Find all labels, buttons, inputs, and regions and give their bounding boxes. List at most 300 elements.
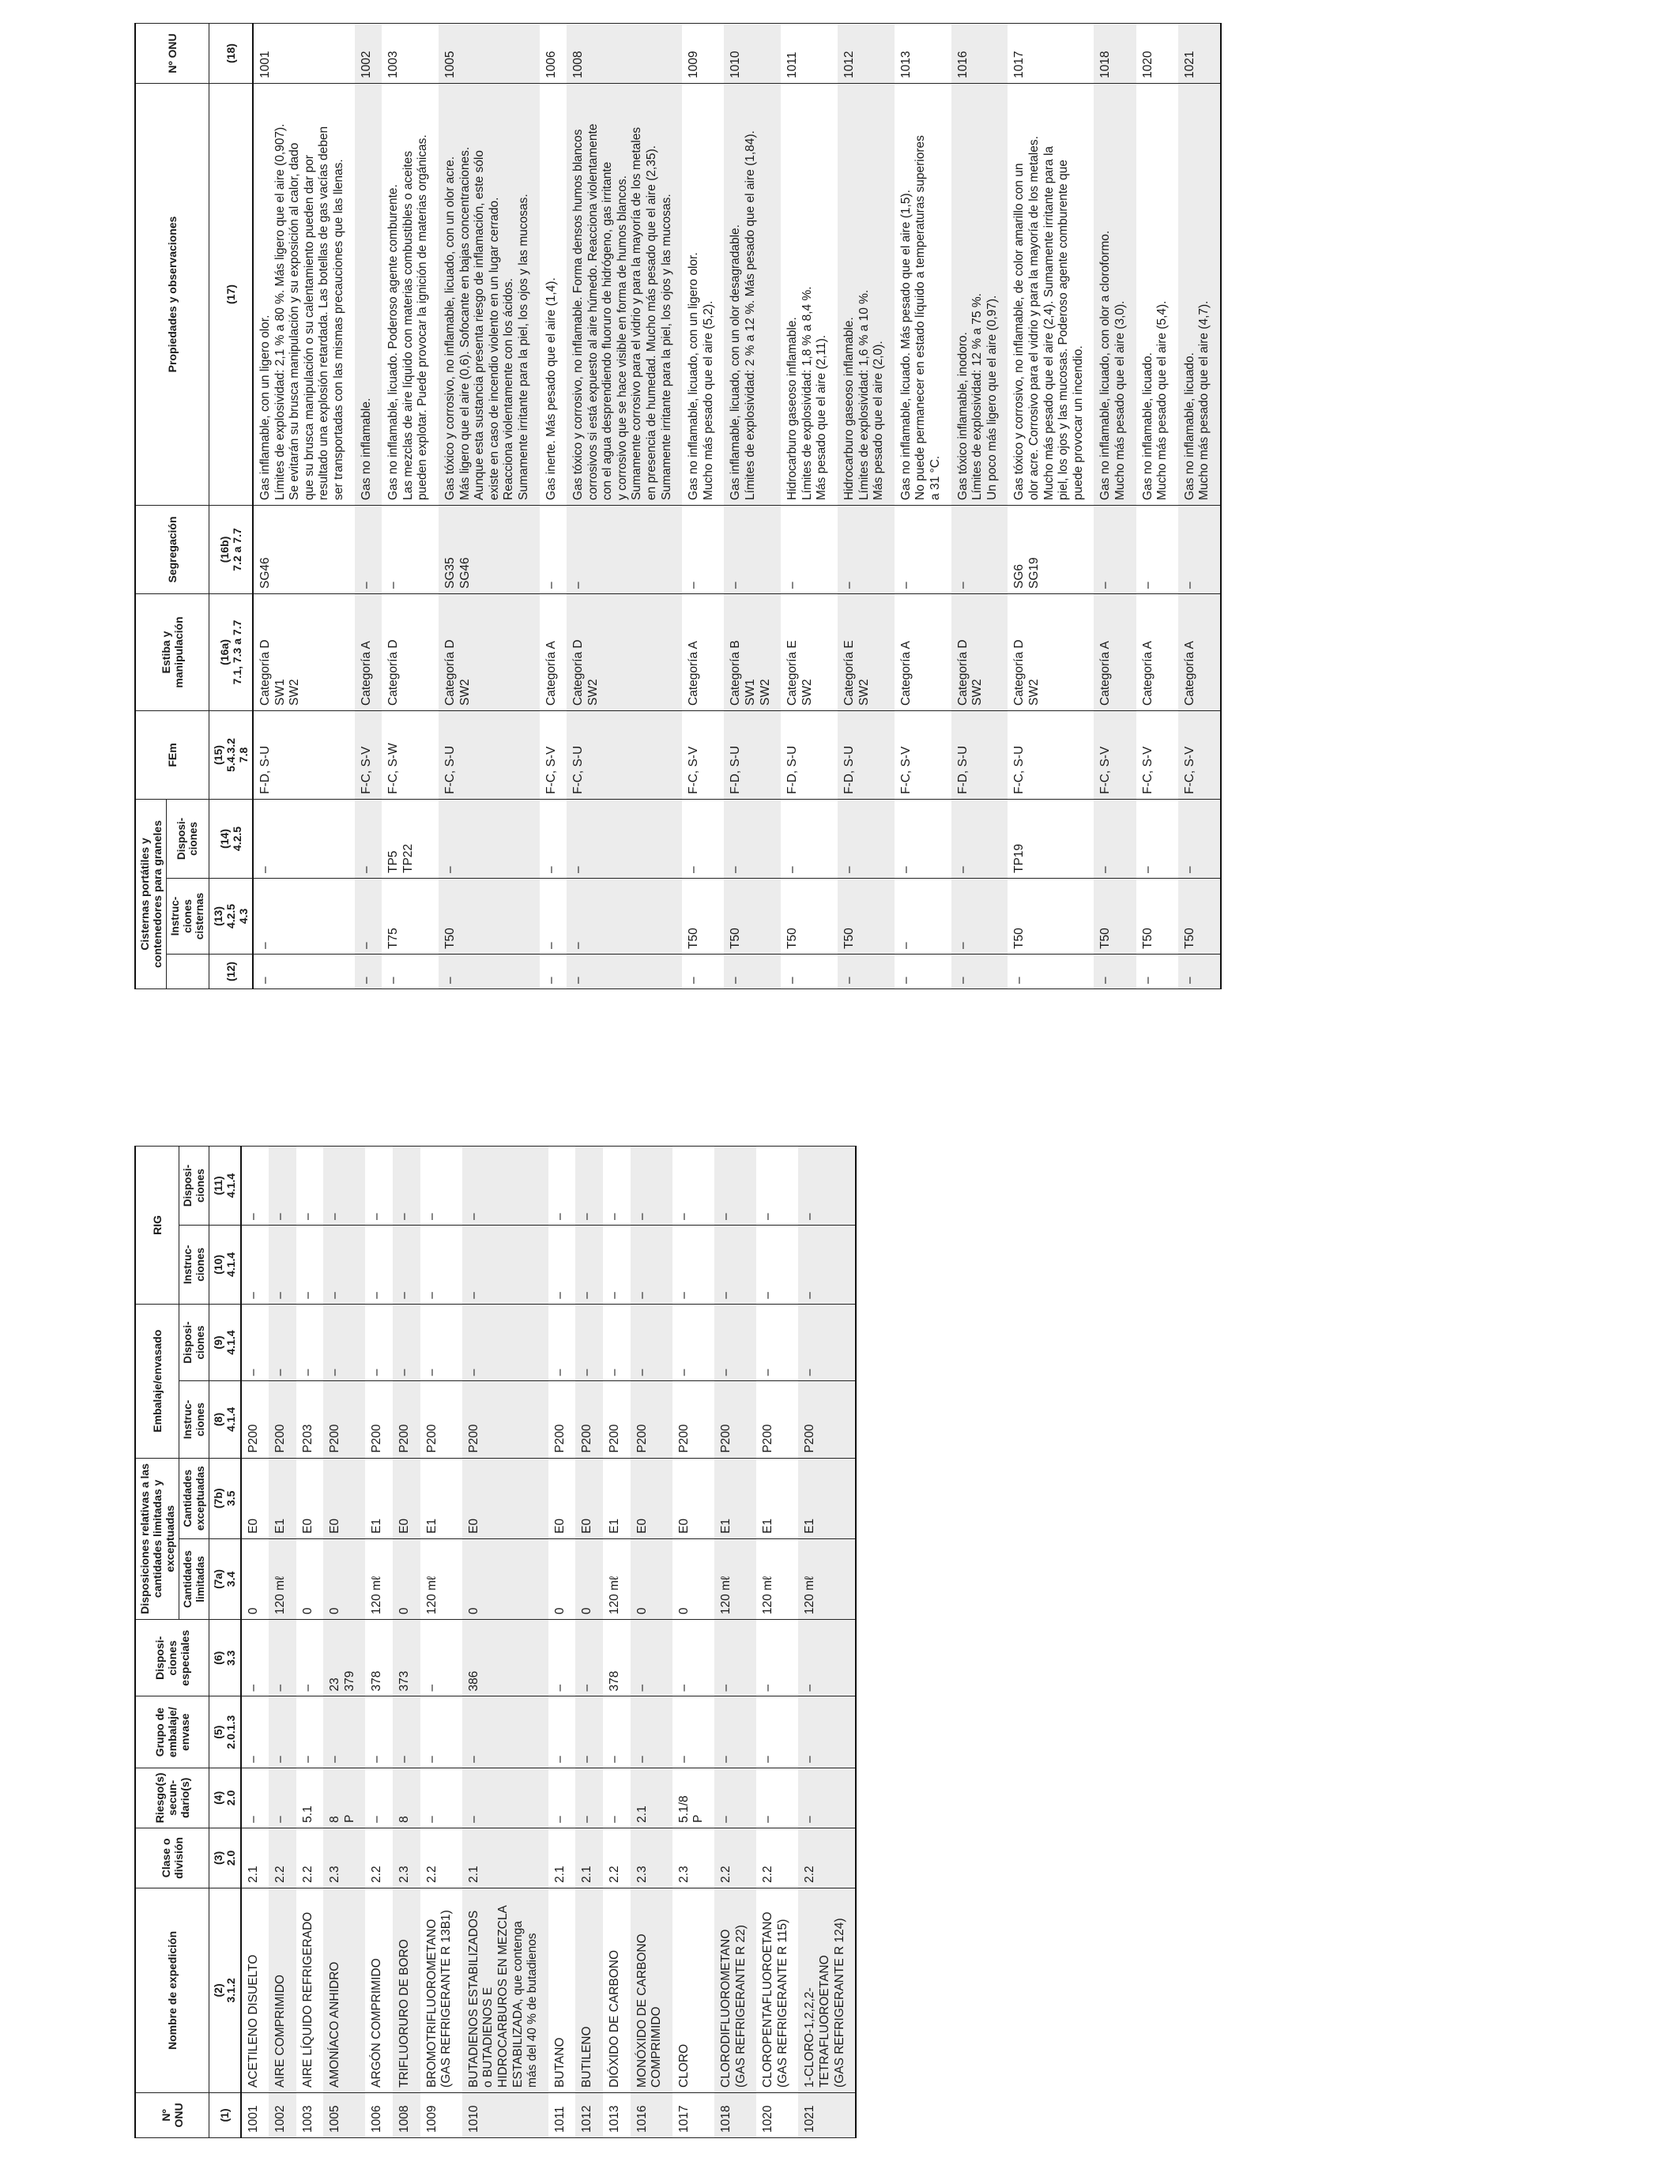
packing-group-cell: – xyxy=(323,1696,365,1768)
subsidiary-risk-cell: – xyxy=(548,1768,576,1828)
packing-group-cell: – xyxy=(798,1696,856,1768)
properties-cell: Gas no inflamable, licuado. Mucho más pesado que el aire (4,7). xyxy=(1178,83,1221,505)
column-number-17: (17) xyxy=(209,83,253,505)
packing-instruction-cell: P200 xyxy=(672,1381,714,1458)
packing-provision-cell: – xyxy=(575,1304,603,1380)
tank-provision-cell: – xyxy=(1094,799,1136,878)
shipping-name-cell: BROMOTRIFLUOROMETANO (GAS REFRIGERANTE R 13B1) xyxy=(420,1888,462,2092)
un-number-right-cell: 1020 xyxy=(1136,23,1178,83)
col12-cell: – xyxy=(567,955,682,989)
packing-group-cell: – xyxy=(603,1696,631,1768)
un-number-right-cell: 1002 xyxy=(355,23,382,83)
header-ems: FEm xyxy=(135,710,209,799)
subsidiary-risk-cell: – xyxy=(756,1768,798,1828)
packing-instruction-cell: P200 xyxy=(420,1381,462,1458)
tank-provision-cell: – xyxy=(682,799,724,878)
subsidiary-risk-cell: – xyxy=(241,1768,269,1828)
table-row xyxy=(323,1147,365,2138)
stowage-cell: Categoría D SW1 SW2 xyxy=(253,593,355,710)
class-cell: 2.2 xyxy=(798,1828,856,1888)
col12-cell: – xyxy=(1136,955,1178,989)
properties-cell: Gas tóxico y corrosivo, no inflamable. Forma densos humos blancos corrosivos si está expuesto al aire húmedo. Reacciona violentamente con el agua desprendiendo fluoruro de hidrógeno, gas irritante y corrosivo que se hace visible en forma de humos blancos. Sumamente corrosivo para el vidrio y para la mayoría de los metales en presencia de humedad. Mucho más pesado que el aire (2,35). Sumamente irritante para la piel, los ojos y las mucosas. xyxy=(567,83,682,505)
ibc-instruction-cell: – xyxy=(241,1225,269,1304)
header-limited-excepted-group: Disposiciones relativas a las cantidades limitadas y exceptuadas xyxy=(135,1458,179,1619)
ibc-instruction-cell: – xyxy=(393,1225,420,1304)
column-number-3: (3) 2.0 xyxy=(209,1828,241,1888)
ibc-provision-cell: – xyxy=(603,1147,631,1226)
packing-group-cell: – xyxy=(631,1696,672,1768)
table-row xyxy=(756,1147,798,2138)
stowage-cell: Categoría A xyxy=(895,593,951,710)
col12-cell: – xyxy=(724,955,781,989)
tank-instruction-cell: T50 xyxy=(439,879,540,955)
table-row xyxy=(365,1147,393,2138)
col12-cell: – xyxy=(1178,955,1221,989)
tank-provision-cell: – xyxy=(355,799,382,878)
subsidiary-risk-cell: – xyxy=(603,1768,631,1828)
table-body-part1 xyxy=(241,1147,857,2138)
segregation-cell: SG46 xyxy=(253,505,355,593)
column-number-6: (6) 3.3 xyxy=(209,1620,241,1696)
special-provisions-cell: – xyxy=(714,1620,756,1696)
un-number-cell: 1021 xyxy=(798,2092,856,2137)
table-row xyxy=(355,23,382,988)
ibc-instruction-cell: – xyxy=(269,1225,296,1304)
segregation-cell: – xyxy=(1094,505,1136,593)
ibc-provision-cell: – xyxy=(462,1147,548,1226)
tank-instruction-cell: T50 xyxy=(838,879,895,955)
shipping-name-cell: ACETILENO DISUELTO xyxy=(241,1888,269,2092)
ems-cell: F-C, S-V xyxy=(1136,710,1178,799)
header-tank-provisions: Disposi-ciones xyxy=(167,799,209,878)
limited-quantity-cell: 120 mℓ xyxy=(269,1538,296,1619)
class-cell: 2.3 xyxy=(393,1828,420,1888)
tank-instruction-cell: T50 xyxy=(724,879,781,955)
header-shipping-name: Nombre de expedición xyxy=(135,1888,209,2092)
header-properties: Propiedades y observaciones xyxy=(135,83,209,505)
packing-provision-cell: – xyxy=(548,1304,576,1380)
header-packing-group: Grupo de embalaje/ envase xyxy=(135,1696,209,1768)
table-row xyxy=(631,1147,672,2138)
properties-cell: Gas no inflamable, licuado, con olor a cloroformo. Mucho más pesado que el aire (3,0). xyxy=(1094,83,1136,505)
packing-group-cell: – xyxy=(393,1696,420,1768)
packing-provision-cell: – xyxy=(462,1304,548,1380)
class-cell: 2.1 xyxy=(575,1828,603,1888)
tank-provision-cell: TP19 xyxy=(1008,799,1094,878)
packing-provision-cell: – xyxy=(241,1304,269,1380)
ibc-instruction-cell: – xyxy=(548,1225,576,1304)
segregation-cell: – xyxy=(355,505,382,593)
ibc-instruction-cell: – xyxy=(631,1225,672,1304)
segregation-cell: – xyxy=(951,505,1008,593)
un-number-right-cell: 1010 xyxy=(724,23,781,83)
limited-quantity-cell: 0 xyxy=(631,1538,672,1619)
ibc-instruction-cell: – xyxy=(672,1225,714,1304)
column-number-row xyxy=(209,1147,241,2138)
stowage-cell: Categoría A xyxy=(1094,593,1136,710)
excepted-quantity-cell: E0 xyxy=(575,1458,603,1538)
packing-provision-cell: – xyxy=(269,1304,296,1380)
col12-cell: – xyxy=(895,955,951,989)
column-number-4: (4) 2.0 xyxy=(209,1768,241,1828)
packing-provision-cell: – xyxy=(323,1304,365,1380)
special-provisions-cell: 386 xyxy=(462,1620,548,1696)
table-row xyxy=(241,1147,269,2138)
column-number-16a: (16a) 7.1, 7.3 a 7.7 xyxy=(209,593,253,710)
ems-cell: F-C, S-V xyxy=(895,710,951,799)
un-number-cell: 1005 xyxy=(323,2092,365,2137)
properties-cell: Gas no inflamable, licuado. Más pesado que el aire (1,5). No puede permanecer en estado líquido a temperaturas superiores a 31 °C. xyxy=(895,83,951,505)
ibc-provision-cell: – xyxy=(756,1147,798,1226)
class-cell: 2.2 xyxy=(420,1828,462,1888)
column-number-1: (1) xyxy=(209,2092,241,2137)
class-cell: 2.3 xyxy=(672,1828,714,1888)
header-special-provisions: Disposi-ciones especiales xyxy=(135,1620,209,1696)
stowage-cell: Categoría D SW2 xyxy=(951,593,1008,710)
shipping-name-cell: 1-CLORO-1,2,2,2- TETRAFLUOROETANO (GAS REFRIGERANTE R 124) xyxy=(798,1888,856,2092)
class-cell: 2.2 xyxy=(714,1828,756,1888)
packing-instruction-cell: P200 xyxy=(603,1381,631,1458)
ibc-provision-cell: – xyxy=(393,1147,420,1226)
column-number-12: (12) xyxy=(209,955,253,989)
packing-instruction-cell: P200 xyxy=(269,1381,296,1458)
special-provisions-cell: – xyxy=(798,1620,856,1696)
stowage-cell: Categoría E SW2 xyxy=(781,593,838,710)
ems-cell: F-D, S-U xyxy=(951,710,1008,799)
class-cell: 2.2 xyxy=(269,1828,296,1888)
table-row xyxy=(393,1147,420,2138)
packing-group-cell: – xyxy=(462,1696,548,1768)
table-row xyxy=(1008,23,1094,988)
properties-cell: Gas no inflamable. xyxy=(355,83,382,505)
un-number-right-cell: 1003 xyxy=(382,23,439,83)
class-cell: 2.1 xyxy=(462,1828,548,1888)
ibc-provision-cell: – xyxy=(365,1147,393,1226)
segregation-cell: – xyxy=(540,505,567,593)
packing-instruction-cell: P200 xyxy=(323,1381,365,1458)
tank-provision-cell: – xyxy=(838,799,895,878)
un-number-right-cell: 1005 xyxy=(439,23,540,83)
shipping-name-cell: BUTADIENOS ESTABILIZADOS o BUTADIENOS E HIDROCARBUROS EN MEZCLA ESTABILIZADA, que contenga más del 40 % de butadienos xyxy=(462,1888,548,2092)
column-number-15: (15) 5.4.3.2 7.8 xyxy=(209,710,253,799)
limited-quantity-cell: 120 mℓ xyxy=(420,1538,462,1619)
col12-cell: – xyxy=(1094,955,1136,989)
ibc-instruction-cell: – xyxy=(323,1225,365,1304)
class-cell: 2.3 xyxy=(631,1828,672,1888)
segregation-cell: – xyxy=(682,505,724,593)
packing-provision-cell: – xyxy=(714,1304,756,1380)
un-number-cell: 1002 xyxy=(269,2092,296,2137)
segregation-cell: – xyxy=(724,505,781,593)
un-number-right-cell: 1011 xyxy=(781,23,838,83)
column-number-8: (8) 4.1.4 xyxy=(209,1381,241,1458)
stowage-cell: Categoría A xyxy=(1178,593,1221,710)
excepted-quantity-cell: E1 xyxy=(603,1458,631,1538)
properties-cell: Gas inflamable, con un ligero olor. Límites de explosividad: 2,1 % a 80 %. Más ligero que el aire (0,907). Se evitarán su brusca manipulación y su exposición al calor, dado que su brusca manipulación o su calentamiento pueden dar por resultado una explosión retardada. Las botellas de gas vacías deben ser transportadas con las mismas precauciones que las llenas. xyxy=(253,83,355,505)
ems-cell: F-D, S-U xyxy=(781,710,838,799)
class-cell: 2.2 xyxy=(756,1828,798,1888)
class-cell: 2.2 xyxy=(603,1828,631,1888)
header-tank-instructions: Instruc-ciones cisternas xyxy=(167,879,209,955)
properties-cell: Gas no inflamable, licuado. Mucho más pesado que el aire (5,4). xyxy=(1136,83,1178,505)
ibc-provision-cell: – xyxy=(672,1147,714,1226)
un-number-cell: 1011 xyxy=(548,2092,576,2137)
properties-cell: Gas tóxico y corrosivo, no inflamable, de color amarillo con un olor acre. Corrosivo para el vidrio y para la mayoría de los metales. Mucho más pesado que el aire (2,4). Sumamente irritante para la piel, los ojos y las mucosas. Poderoso agente comburente que puede provocar un incendio. xyxy=(1008,83,1094,505)
limited-quantity-cell: 0 xyxy=(393,1538,420,1619)
tank-instruction-cell: – xyxy=(253,879,355,955)
table-row xyxy=(439,23,540,988)
shipping-name-cell: BUTANO xyxy=(548,1888,576,2092)
tank-provision-cell: – xyxy=(540,799,567,878)
col12-cell: – xyxy=(951,955,1008,989)
properties-cell: Hidrocarburo gaseoso inflamable. Límites de explosividad: 1,6 % a 10 %. Más pesado que el aire (2,0). xyxy=(838,83,895,505)
segregation-cell: – xyxy=(781,505,838,593)
table-row xyxy=(714,1147,756,2138)
column-number-11: (11) 4.1.4 xyxy=(209,1147,241,1226)
dangerous-goods-table-part2 xyxy=(134,24,1399,989)
header-segregation: Segregación xyxy=(135,505,209,593)
packing-provision-cell: – xyxy=(296,1304,324,1380)
col12-cell: – xyxy=(439,955,540,989)
table-row xyxy=(253,23,355,988)
ibc-provision-cell: – xyxy=(575,1147,603,1226)
table-row xyxy=(838,23,895,988)
ibc-instruction-cell: – xyxy=(756,1225,798,1304)
tank-instruction-cell: – xyxy=(540,879,567,955)
excepted-quantity-cell: E1 xyxy=(756,1458,798,1538)
shipping-name-cell: MONÓXIDO DE CARBONO COMPRIMIDO xyxy=(631,1888,672,2092)
properties-cell: Gas tóxico inflamable, inodoro. Límites de explosividad: 12 % a 75 %. Un poco más ligero que el aire (0,97). xyxy=(951,83,1008,505)
un-number-right-cell: 1021 xyxy=(1178,23,1221,83)
table-row xyxy=(1136,23,1178,988)
table-row xyxy=(781,23,838,988)
subsidiary-risk-cell: 8 P xyxy=(323,1768,365,1828)
tank-instruction-cell: T50 xyxy=(1094,879,1136,955)
tank-instruction-cell: T75 xyxy=(382,879,439,955)
ems-cell: F-C, S-W xyxy=(382,710,439,799)
stowage-cell: Categoría A xyxy=(540,593,567,710)
segregation-cell: – xyxy=(382,505,439,593)
special-provisions-cell: 373 xyxy=(393,1620,420,1696)
column-number-7a: (7a) 3.4 xyxy=(209,1538,241,1619)
tank-provision-cell: – xyxy=(253,799,355,878)
segregation-cell: – xyxy=(838,505,895,593)
un-number-right-cell: 1009 xyxy=(682,23,724,83)
table-row xyxy=(672,1147,714,2138)
subsidiary-risk-cell: – xyxy=(714,1768,756,1828)
packing-instruction-cell: P200 xyxy=(575,1381,603,1458)
stowage-cell: Categoría D SW2 xyxy=(439,593,540,710)
excepted-quantity-cell: E1 xyxy=(798,1458,856,1538)
un-number-cell: 1010 xyxy=(462,2092,548,2137)
properties-cell: Gas inerte. Más pesado que el aire (1,4). xyxy=(540,83,567,505)
limited-quantity-cell: 120 mℓ xyxy=(714,1538,756,1619)
excepted-quantity-cell: E1 xyxy=(714,1458,756,1538)
ems-cell: F-C, S-V xyxy=(682,710,724,799)
un-number-right-cell: 1018 xyxy=(1094,23,1136,83)
tank-provision-cell: – xyxy=(781,799,838,878)
packing-group-cell: – xyxy=(548,1696,576,1768)
limited-quantity-cell: 0 xyxy=(548,1538,576,1619)
segregation-cell: – xyxy=(1136,505,1178,593)
un-number-right-cell: 1017 xyxy=(1008,23,1094,83)
packing-instruction-cell: P200 xyxy=(548,1381,576,1458)
ems-cell: F-D, S-U xyxy=(253,710,355,799)
packing-instruction-cell: P200 xyxy=(714,1381,756,1458)
packing-group-cell: – xyxy=(575,1696,603,1768)
shipping-name-cell: DIÓXIDO DE CARBONO xyxy=(603,1888,631,2092)
ibc-instruction-cell: – xyxy=(365,1225,393,1304)
table-row xyxy=(296,1147,324,2138)
ems-cell: F-C, S-V xyxy=(355,710,382,799)
col12-cell: – xyxy=(382,955,439,989)
column-number-9: (9) 4.1.4 xyxy=(209,1304,241,1380)
special-provisions-cell: – xyxy=(420,1620,462,1696)
shipping-name-cell: AIRE COMPRIMIDO xyxy=(269,1888,296,2092)
ibc-provision-cell: – xyxy=(798,1147,856,1226)
packing-instruction-cell: P200 xyxy=(756,1381,798,1458)
header-ibc-provisions: Disposi-ciones xyxy=(179,1147,209,1226)
header-limited-quantities: Cantidades limitadas xyxy=(179,1538,209,1619)
col12-cell: – xyxy=(838,955,895,989)
excepted-quantity-cell: E0 xyxy=(296,1458,324,1538)
excepted-quantity-cell: E0 xyxy=(548,1458,576,1538)
packing-provision-cell: – xyxy=(603,1304,631,1380)
table-part1 xyxy=(134,1146,857,2138)
limited-quantity-cell: 0 xyxy=(323,1538,365,1619)
tank-provision-cell: – xyxy=(724,799,781,878)
packing-provision-cell: – xyxy=(631,1304,672,1380)
ems-cell: F-D, S-U xyxy=(838,710,895,799)
table-row xyxy=(1178,23,1221,988)
packing-instruction-cell: P203 xyxy=(296,1381,324,1458)
special-provisions-cell: 378 xyxy=(365,1620,393,1696)
excepted-quantity-cell: E0 xyxy=(631,1458,672,1538)
tank-instruction-cell: T50 xyxy=(1008,879,1094,955)
un-number-right-cell: 1008 xyxy=(567,23,682,83)
excepted-quantity-cell: E0 xyxy=(393,1458,420,1538)
un-number-cell: 1013 xyxy=(603,2092,631,2137)
special-provisions-cell: – xyxy=(241,1620,269,1696)
segregation-cell: SG35 SG46 xyxy=(439,505,540,593)
excepted-quantity-cell: E0 xyxy=(462,1458,548,1538)
subsidiary-risk-cell: – xyxy=(798,1768,856,1828)
class-cell: 2.3 xyxy=(323,1828,365,1888)
ibc-provision-cell: – xyxy=(420,1147,462,1226)
ibc-provision-cell: – xyxy=(548,1147,576,1226)
packing-provision-cell: – xyxy=(393,1304,420,1380)
header-packing-instructions: Instruc-ciones xyxy=(179,1381,209,1458)
limited-quantity-cell: 0 xyxy=(672,1538,714,1619)
ibc-provision-cell: – xyxy=(241,1147,269,1226)
un-number-right-cell: 1001 xyxy=(253,23,355,83)
table-row xyxy=(1094,23,1136,988)
column-number-16b: (16b) 7.2 a 7.7 xyxy=(209,505,253,593)
stowage-cell: Categoría D SW2 xyxy=(567,593,682,710)
column-number-14: (14) 4.2.5 xyxy=(209,799,253,878)
stowage-cell: Categoría A xyxy=(1136,593,1178,710)
tank-instruction-cell: T50 xyxy=(682,879,724,955)
un-number-cell: 1016 xyxy=(631,2092,672,2137)
subsidiary-risk-cell: – xyxy=(365,1768,393,1828)
packing-group-cell: – xyxy=(296,1696,324,1768)
table-row xyxy=(951,23,1008,988)
subsidiary-risk-cell: – xyxy=(269,1768,296,1828)
table-body-part2 xyxy=(253,23,1221,988)
tank-instruction-cell: – xyxy=(951,879,1008,955)
packing-provision-cell: – xyxy=(420,1304,462,1380)
un-number-right-cell: 1013 xyxy=(895,23,951,83)
shipping-name-cell: AIRE LÍQUIDO REFRIGERADO xyxy=(296,1888,324,2092)
ibc-instruction-cell: – xyxy=(603,1225,631,1304)
properties-cell: Gas no inflamable, licuado, con un ligero olor. Mucho más pesado que el aire (5,2). xyxy=(682,83,724,505)
un-number-cell: 1008 xyxy=(393,2092,420,2137)
table-row xyxy=(724,23,781,988)
header-stowage: Estiba y manipulación xyxy=(135,593,209,710)
packing-group-cell: – xyxy=(241,1696,269,1768)
packing-group-cell: – xyxy=(714,1696,756,1768)
limited-quantity-cell: 0 xyxy=(462,1538,548,1619)
col12-cell: – xyxy=(1008,955,1094,989)
table-row xyxy=(682,23,724,988)
header-subsidiary-risk: Riesgo(s) secun-dario(s) xyxy=(135,1768,209,1828)
header-col-12 xyxy=(167,955,209,989)
subsidiary-risk-cell: – xyxy=(575,1768,603,1828)
excepted-quantity-cell: E0 xyxy=(241,1458,269,1538)
shipping-name-cell: AMONÍACO ANHIDRO xyxy=(323,1888,365,2092)
table-row xyxy=(462,1147,548,2138)
shipping-name-cell: TRIFLUORURO DE BORO xyxy=(393,1888,420,2092)
column-number-7b: (7b) 3.5 xyxy=(209,1458,241,1538)
ibc-provision-cell: – xyxy=(323,1147,365,1226)
un-number-right-cell: 1016 xyxy=(951,23,1008,83)
un-number-cell: 1006 xyxy=(365,2092,393,2137)
table-row xyxy=(420,1147,462,2138)
un-number-cell: 1001 xyxy=(241,2092,269,2137)
special-provisions-cell: 378 xyxy=(603,1620,631,1696)
special-provisions-cell: – xyxy=(269,1620,296,1696)
stowage-cell: Categoría E SW2 xyxy=(838,593,895,710)
class-cell: 2.1 xyxy=(241,1828,269,1888)
properties-cell: Gas inflamable, licuado, con un olor desagradable. Límites de explosividad: 2 % a 12 %. Más pesado que el aire (1,84). xyxy=(724,83,781,505)
tank-provision-cell: – xyxy=(1178,799,1221,878)
stowage-cell: Categoría A xyxy=(355,593,382,710)
packing-provision-cell: – xyxy=(672,1304,714,1380)
header-packing-provisions: Disposi-ciones xyxy=(179,1304,209,1380)
segregation-cell: SG6 SG19 xyxy=(1008,505,1094,593)
header-class: Clase o división xyxy=(135,1828,209,1888)
limited-quantity-cell: 0 xyxy=(296,1538,324,1619)
table-row xyxy=(603,1147,631,2138)
ibc-instruction-cell: – xyxy=(575,1225,603,1304)
packing-provision-cell: – xyxy=(756,1304,798,1380)
special-provisions-cell: 23 379 xyxy=(323,1620,365,1696)
limited-quantity-cell: 120 mℓ xyxy=(365,1538,393,1619)
limited-quantity-cell: 120 mℓ xyxy=(756,1538,798,1619)
ibc-instruction-cell: – xyxy=(462,1225,548,1304)
column-number-5: (5) 2.0.1.3 xyxy=(209,1696,241,1768)
ibc-instruction-cell: – xyxy=(798,1225,856,1304)
column-number-13: (13) 4.2.5 4.3 xyxy=(209,879,253,955)
packing-instruction-cell: P200 xyxy=(631,1381,672,1458)
segregation-cell: – xyxy=(895,505,951,593)
properties-cell: Gas tóxico y corrosivo, no inflamable, licuado, con un olor acre. Más ligero que el aire (0,6). Sofocante en bajas concentraciones. Aunque esta sustancia presenta riesgo de inflamación, este sólo existe en caso de incendio violento en un lugar cerrado. Reacciona violentamente con los ácidos. Sumamente irritante para la piel, los ojos y las mucosas. xyxy=(439,83,540,505)
ibc-provision-cell: – xyxy=(714,1147,756,1226)
un-number-cell: 1009 xyxy=(420,2092,462,2137)
packing-instruction-cell: P200 xyxy=(241,1381,269,1458)
tank-instruction-cell: – xyxy=(355,879,382,955)
packing-provision-cell: – xyxy=(365,1304,393,1380)
